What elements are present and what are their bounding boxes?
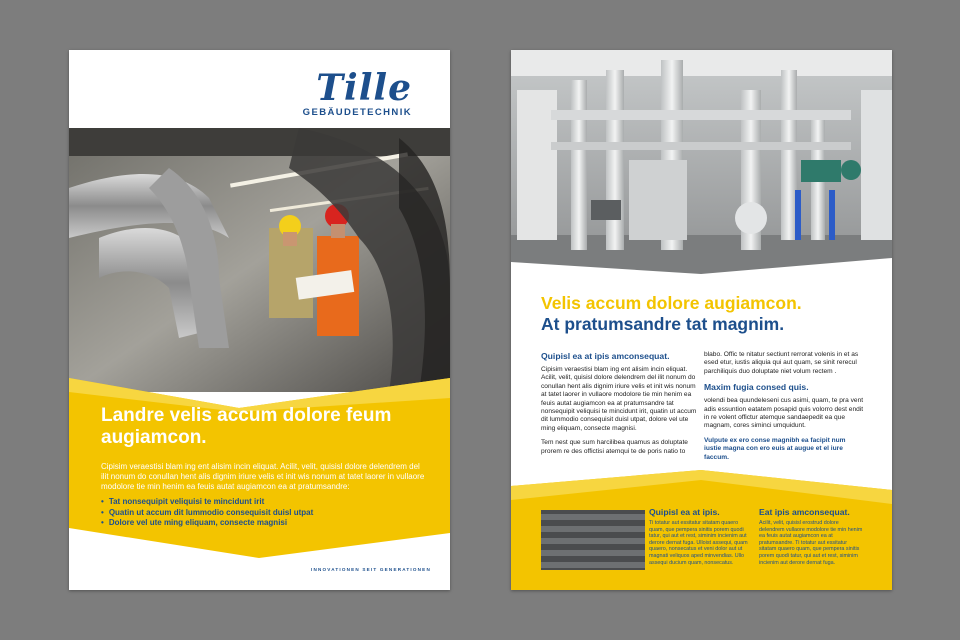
tille-logo [302,67,412,118]
bullet-item: • Quatin ut accum dit lummodio consequisit duisl utpat [101,508,431,519]
radiator-image [541,510,645,570]
brochure-inner-page [511,50,892,590]
inner-headline [541,293,881,335]
front-headline: Landre velis accum dolore feum augiamcon. [101,405,392,448]
front-body-text: Cipisim veraestisi blam ing ent alisim incin eliquat. Acilit, velit, quisisl dolore delendrem del ilit nonum do conullan hent alis dignim iriure velis et init wis nonum at tatet laorer in vullaore modolore tie min henim ea feuis autat augiamcon ea at pratumsandre: [101,462,425,491]
footer-tagline: INNOVATIONEN SEIT GENERATIONEN [311,567,431,572]
feature-text: Acilit, velit, quisisl erostrud dolore delendrem vullaore modolore tie min henim ea feuis autat augiamcon ea at pratumsandre. Ti totatur aut essitatur sitatam quaero quam, que pempera sinitis porem quodi tatur, qui aut et rest, siminim incienim aut derore dernat fuga. [759,520,863,566]
feature-text: Ti totatur aut essitatur sitatam quaero quam, que pempera sinitis porem quodi tatur, qui aut et rest, siminim incienim aut derore dernat fuga. Ulloist assequi, quam quaero, nonsecatus et veni dolor aut ut magnati veliquos aped minvendias. Ullo assequi ducium quam, nonsecatus. [649,520,748,566]
headline-line-1: Velis accum dolore augiamcon. [541,293,802,313]
feature-box-1 [649,507,753,566]
column-heading: Maxim fugia consed quis. [704,382,809,393]
workers-photo [69,128,450,392]
front-bullet-list [101,497,431,529]
column-heading: Quipisl ea at ipis amconsequat. [541,351,670,361]
column-paragraph: blabo. Offic te nitatur sectiunt rerrorat volenis in et as esed etur, iustis aliquia qui aut quam, se sinit rerecul parchiliquis duo doluptate niet volum rectem . [704,351,859,375]
feature-heading: Quipisl ea at ipis. [649,507,720,517]
column-highlight: Vulpute ex ero conse magnibh ea facipit num iustie magna con ero euis at augue et el iure faccum. [704,436,846,461]
text-column-1 [541,351,701,462]
column-paragraph: volendi bea quundeleseni cus asimi, quam, te pra vent adis essuntion eatatem posapid quis volorro dest endit in re volent offictur atemque sandaepedit ea que magnam, cores siminci umquidunt. [704,397,864,430]
headline-line-2: At pratumsandre tat magnim. [541,314,785,334]
logo-subtitle: GEBÄUDETECHNIK [302,107,412,118]
boiler-room-photo [511,50,892,274]
feature-box-2 [759,507,863,566]
text-column-2 [704,351,864,468]
feature-heading: Eat ipis amconsequat. [759,507,850,517]
column-paragraph: Tem nest que sum harcilibea quamus as doluptate prorem re des offictisi atemqui te de poris natio to [541,439,688,455]
column-paragraph: Cipisim veraestisi blam ing ent alisim incin eliquat. Acilit, velit, quisisl dolore delendrem del ilit nonum do conullan hent alis dignim iriure velis et init wis nonum at tatet laorer in vullaore modolore tie min henim ea feuis autat augiamcon ea at pratumsandre tat nonsequipit veliquisi te mincidunt irit, quatin ut accum dit lummodio consequisit duisl utpat, dolore vel ute ming eliquam, consecte magnisi. [541,366,697,432]
bullet-item: • Tat nonsequipit veliquisi te mincidunt irit [101,497,431,508]
bullet-item: • Dolore vel ute ming eliquam, consecte magnisi [101,518,431,529]
logo-mark: Tille [316,67,412,109]
brochure-front-page [69,50,450,590]
